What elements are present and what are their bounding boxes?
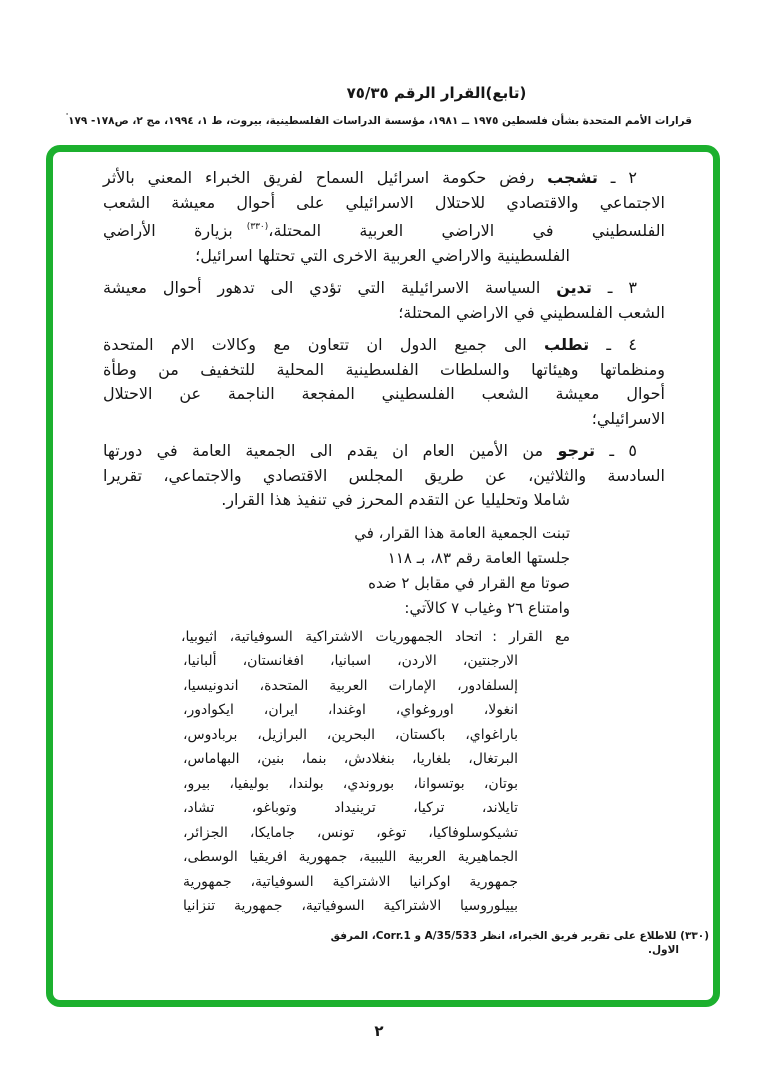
- paragraph-line: [103, 382, 665, 407]
- country-line: البرتغال، بلغاريا، بنغلادش، بنما، بنين، البهاماس،: [183, 751, 518, 767]
- country-line: تايلاند، تركيا، ترينيداد وتوباغو، تشاد،: [183, 800, 518, 816]
- adoption-formula: [103, 521, 570, 621]
- country-line: بوتان، بوتسوانا، بوروندي، بولندا، بوليفيا، بيرو،: [183, 775, 518, 792]
- line-text: الفلسطيني في الاراضي العربية المحتلة،: [268, 221, 665, 240]
- line-text: من الأمين العام ان يقدم الى الجمعية العامة في دورتها: [103, 441, 558, 460]
- paragraph-lines: [103, 166, 665, 513]
- country-line: الجماهيرية العربية الليبية، جمهورية افريقيا الوسطى،: [183, 849, 518, 865]
- operative-verb: تطلب: [544, 335, 590, 354]
- footnote: [330, 929, 709, 958]
- operative-verb: تدين: [556, 278, 592, 297]
- country-line: باراغواي، باكستان، البحرين، البرازيل، بربادوس،: [183, 726, 518, 743]
- source-footnote-mark: ': [65, 112, 69, 120]
- line-text: رفض حكومة اسرائيل السماح لفريق الخبراء المعني بالأثر: [103, 168, 548, 187]
- paragraph-line: [103, 407, 665, 432]
- paragraph-line: [103, 439, 665, 464]
- country-line: بييلوروسيا الاشتراكية السوفياتية، جمهورية تنزانيا: [183, 898, 518, 914]
- footnote-reference-marker: (٣٣٠): [246, 222, 269, 232]
- paragraph-line: [103, 276, 665, 301]
- paragraph-line: [103, 215, 665, 244]
- paragraph-line: [103, 358, 665, 383]
- line-text: بزيارة الأراضي: [103, 221, 233, 240]
- paragraph-line: [103, 488, 570, 513]
- resolution-body: [53, 152, 713, 958]
- paragraph-line: [103, 191, 665, 216]
- country-line: الارجنتين، الاردن، اسبانيا، افغانستان، ألبانيا،: [183, 653, 518, 669]
- adoption-line: تبنت الجمعية العامة هذا القرار، في: [354, 523, 570, 542]
- line-text: الشعب الفلسطيني في الاراضي المحتلة؛: [398, 302, 665, 322]
- source-citation: [0, 112, 758, 127]
- paragraph-line: [103, 464, 665, 489]
- country-line: إلسلفادور، الإمارات العربية المتحدة، اندونيسيا،: [183, 677, 518, 694]
- line-text: الاسرائيلي؛: [591, 408, 665, 428]
- footnote-continuation: الاول.: [647, 944, 679, 956]
- resolution-frame: [46, 145, 720, 1007]
- line-text: أحوال معيشة الشعب الفلسطيني المفجعة الناجمة عن الاحتلال: [103, 384, 665, 403]
- vote-label: مع القرار: [509, 628, 571, 645]
- country-line: تشيكوسلوفاكيا، توغو، تونس، جامايكا، الجزائر،: [183, 824, 518, 841]
- adoption-line: صوتا مع القرار في مقابل ٢ ضده: [368, 573, 570, 592]
- vote-result-line: [103, 625, 570, 650]
- country-line: جمهورية اوكرانيا الاشتراكية السوفياتية، جمهورية: [183, 873, 518, 890]
- vote-label-colon: :: [492, 628, 498, 645]
- line-text: ٤ ـ: [589, 335, 637, 354]
- adoption-line: وامتناع ٢٦ وغياب ٧ كالآتي:: [404, 598, 570, 617]
- country-line: انغولا، اوروغواي، اوغندا، ايران، ايكوادور،: [183, 702, 518, 718]
- line-text: ومنظماتها وهيئاتها والسلطات الفلسطينية المحلية للتخفيف من وطأة: [103, 359, 665, 379]
- operative-verb: تشجب: [547, 168, 598, 187]
- line-text: ٢ ـ: [597, 168, 637, 187]
- paragraph-line: [103, 301, 665, 326]
- line-text: الفلسطينية والاراضي العربية الاخرى التي تحتلها اسرائيل؛: [195, 245, 570, 265]
- country-lines: [103, 649, 665, 919]
- line-text: الاجتماعي والاقتصادي للاحتلال الاسرائيلي على أحوال معيشة الشعب: [103, 192, 665, 212]
- operative-verb: ترجو: [557, 441, 595, 460]
- footnote-marker: (٣٣٠): [680, 929, 709, 942]
- paragraph-line: [103, 166, 665, 191]
- page-number: ٢: [374, 1022, 384, 1040]
- line-text: السادسة والثلاثين، عن طريق المجلس الاقتصادي والاجتماعي، تقريرا: [103, 465, 665, 485]
- line-text: السياسة الاسرائيلية التي تؤدي الى تدهور أحوال معيشة: [103, 278, 557, 297]
- footnote-text: للاطلاع على تقرير فريق الخبراء، انظر A/35/533 و Corr.1، المرفق: [330, 929, 677, 942]
- paragraph-line: [103, 333, 665, 358]
- paragraph-line: [103, 244, 570, 269]
- footnote-line: [330, 929, 709, 944]
- page-title: (تابع)القرار الرقم ٧٥/٣٥: [346, 84, 527, 102]
- source-citation-text: قرارات الأمم المتحدة بشأن فلسطين ١٩٧٥ ــ ١٩٨١، مؤسسة الدراسات الفلسطينية، بيروت، ط ١، ١٩٩٤، مج ٢، ص١٧٨- ١٧٩: [68, 115, 693, 127]
- line-text: الى جميع الدول ان تتعاون مع وكالات الام المتحدة: [103, 335, 545, 354]
- adoption-line: جلستها العامة رقم ٨٣، بـ ١١٨: [387, 548, 570, 567]
- line-text: ٣ ـ: [591, 278, 637, 297]
- vote-countries-first: اتحاد الجمهوريات الاشتراكية السوفياتية، اثيوبيا،: [181, 628, 483, 645]
- line-text: شاملا وتحليليا عن التقدم المحرز في تنفيذ هذا القرار.: [221, 490, 570, 509]
- line-text: ٥ ـ: [594, 441, 637, 460]
